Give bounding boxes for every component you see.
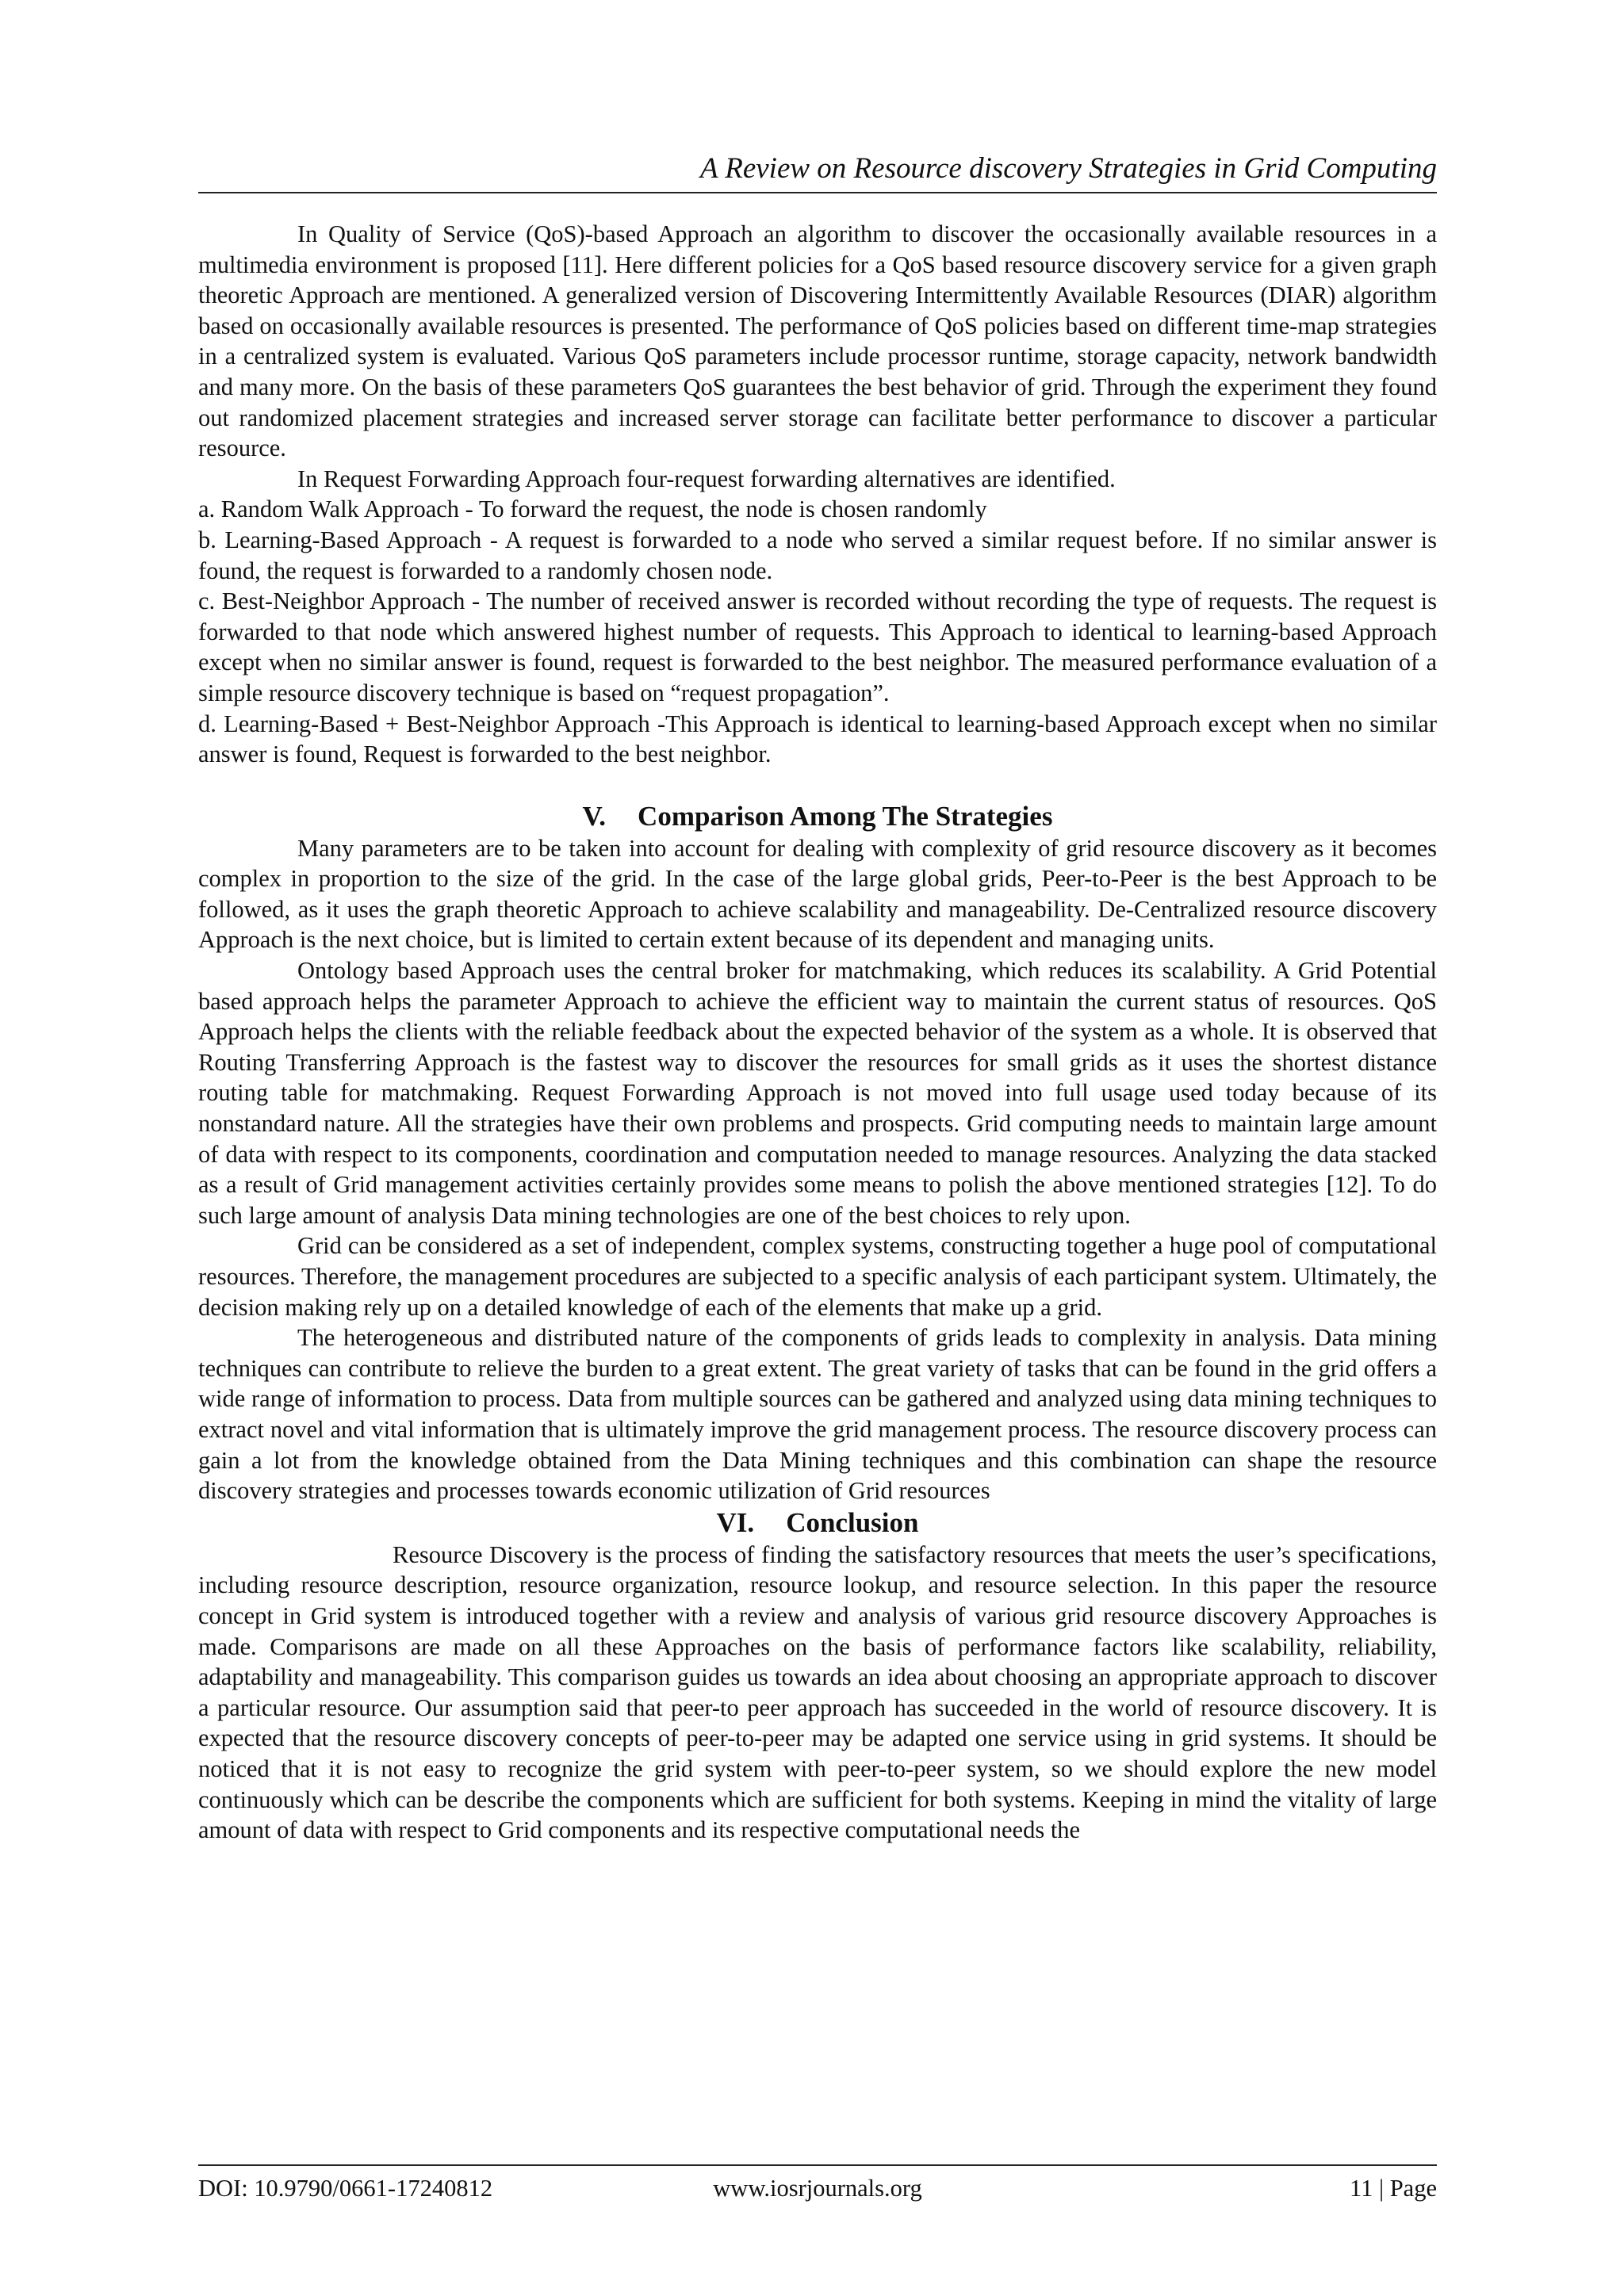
- section-v-paragraph-4: The heterogeneous and distributed nature of the components of grids leads to complexity in analysis. Data mining techniques can contribute to relieve the burden to a great extent. The great variety of tasks that can be found in the grid offers a wide range of information to process. Data from multiple sources can be gathered and analyzed using data mining techniques to extract novel and vital information that is ultimately improve the grid management process. The resource discovery process can gain a lot from the knowledge obtained from the Data Mining techniques and this combination can shape the resource discovery strategies and processes towards economic utilization of Grid resources: [198, 1324, 1437, 1505]
- paragraph-request-forwarding: In Request Forwarding Approach four-request forwarding alternatives are identified.: [297, 465, 1116, 492]
- running-header: A Review on Resource discovery Strategies in Grid Computing: [700, 152, 1437, 185]
- body-text: [198, 219, 1437, 1846]
- footer-website: www.iosrjournals.org: [713, 2175, 922, 2202]
- section-number: VI.: [716, 1506, 755, 1538]
- list-item-d: d. Learning-Based + Best-Neighbor Approach -This Approach is identical to learning-based Approach except when no similar answer is found, Request is forwarded to the best neighbor.: [198, 710, 1437, 768]
- footer-rule: [198, 2164, 1437, 2166]
- section-title: Conclusion: [786, 1506, 919, 1538]
- section-number: V.: [582, 800, 607, 832]
- footer-doi: DOI: 10.9790/0661-17240812: [198, 2175, 493, 2202]
- list-item-a: a. Random Walk Approach - To forward the request, the node is chosen randomly: [198, 496, 987, 523]
- paragraph-qos: In Quality of Service (QoS)-based Approach an algorithm to discover the occasionally available resources in a multimedia environment is proposed [11]. Here different policies for a QoS based resource discovery service for a given graph theoretic Approach are mentioned. A generalized version of Discovering Intermittently Available Resources (DIAR) algorithm based on occasionally available resources is presented. The performance of QoS policies based on different time-map strategies in a centralized system is evaluated. Various QoS parameters include processor runtime, storage capacity, network bandwidth and many more. On the basis of these parameters QoS guarantees the best behavior of grid. Through the experiment they found out randomized placement strategies and increased server storage can facilitate better performance to discover a particular resource.: [198, 220, 1437, 462]
- header-rule: [198, 192, 1437, 193]
- section-v-paragraph-3: Grid can be considered as a set of independent, complex systems, constructing together a huge pool of computational resources. Therefore, the management procedures are subjected to a specific analysis of each participant system. Ultimately, the decision making rely up on a detailed knowledge of each of the elements that make up a grid.: [198, 1232, 1437, 1321]
- section-vi-paragraph-1: Resource Discovery is the process of finding the satisfactory resources that meets the user’s specifications, including resource description, resource organization, resource lookup, and resource selection. In this paper the resource concept in Grid system is introduced together with a review and analysis of various grid resource discovery Approaches is made. Comparisons are made on all these Approaches on the basis of performance factors like scalability, reliability, adaptability and manageability. This comparison guides us towards an idea about choosing an appropriate approach to discover a particular resource. Our assumption said that peer-to peer approach has succeeded in the world of resource discovery. It is expected that the resource discovery concepts of peer-to-peer may be adapted one service using in grid systems. It should be noticed that it is not easy to recognize the grid system with peer-to-peer system, so we should explore the new model continuously which can be describe the components which are sufficient for both systems. Keeping in mind the vitality of large amount of data with respect to Grid components and its respective computational needs the: [198, 1540, 1437, 1844]
- list-item-c: c. Best-Neighbor Approach - The number of received answer is recorded without recording the type of requests. The request is forwarded to that node which answered highest number of requests. This Approach to identical to learning-based Approach except when no similar answer is found, request is forwarded to the best neighbor. The measured performance evaluation of a simple resource discovery technique is based on “request propagation”.: [198, 587, 1437, 706]
- section-v-paragraph-2: Ontology based Approach uses the central broker for matchmaking, which reduces its scalability. A Grid Potential based approach helps the parameter Approach to achieve the efficient way to maintain the current status of resources. QoS Approach helps the clients with the reliable feedback about the expected behavior of the system as a whole. It is observed that Routing Transferring Approach is the fastest way to discover the resources for small grids as it uses the shortest distance routing table for matchmaking. Request Forwarding Approach is not moved into full usage used today because of its nonstandard nature. All the strategies have their own problems and prospects. Grid computing needs to maintain large amount of data with respect to its components, coordination and computation needed to manage resources. Analyzing the data stacked as a result of Grid management activities certainly provides some means to polish the above mentioned strategies [12]. To do such large amount of analysis Data mining technologies are one of the best choices to rely upon.: [198, 957, 1437, 1229]
- list-item-b: b. Learning-Based Approach - A request is forwarded to a node who served a similar request before. If no similar answer is found, the request is forwarded to a randomly chosen node.: [198, 526, 1437, 584]
- footer-page-number: 11 | Page: [1349, 2175, 1437, 2202]
- section-heading-vi: [198, 1506, 1437, 1540]
- section-heading-v: [198, 800, 1437, 833]
- section-v-paragraph-1: Many parameters are to be taken into account for dealing with complexity of grid resource discovery as it becomes complex in proportion to the size of the grid. In the case of the large global grids, Peer-to-Peer is the best Approach to be followed, as it uses the graph theoretic Approach to achieve scalability and manageability. De-Centralized resource discovery Approach is the next choice, but is limited to certain extent because of its dependent and managing units.: [198, 834, 1437, 954]
- section-title: Comparison Among The Strategies: [638, 800, 1053, 832]
